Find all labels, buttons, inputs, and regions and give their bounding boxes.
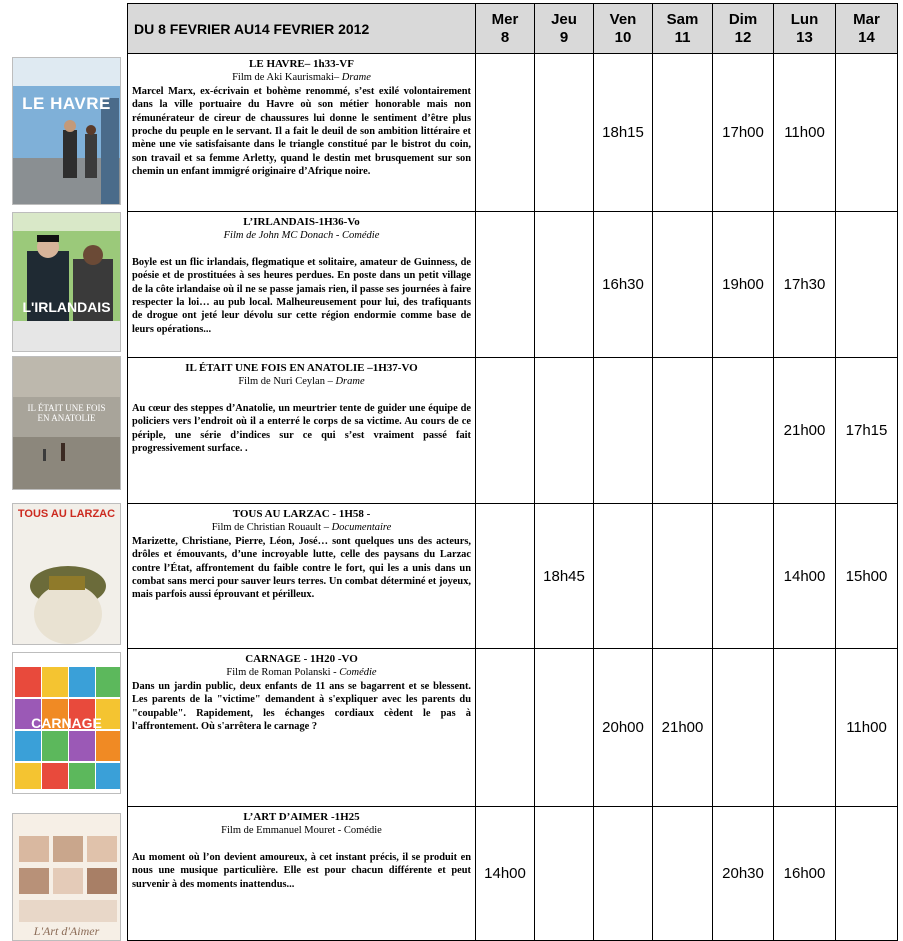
- poster-title: TOUS AU LARZAC: [17, 508, 116, 520]
- poster-carnage: [12, 652, 121, 794]
- day-number: 11: [674, 28, 691, 46]
- showtime-cell: [653, 54, 713, 212]
- film-description: Au moment où l’on devient amoureux, à cet instant précis, il se produit en nous une musique particulière. Elle est pour chacun différente et peut survenir à des moments inattendus...: [132, 851, 471, 890]
- film-credits: [132, 666, 471, 679]
- film-info-le-havre: [128, 54, 476, 212]
- showtime-cell: 11h00: [836, 649, 898, 807]
- film-info-art-daimer: [128, 807, 476, 941]
- showtime-cell: [594, 504, 653, 649]
- showtime-cell: [653, 212, 713, 358]
- film-row: [128, 54, 898, 212]
- showtime-cell: [535, 212, 594, 358]
- showtime-cell: [476, 649, 535, 807]
- film-director: Film de Nuri Ceylan –: [238, 376, 333, 388]
- film-description: Dans un jardin public, deux enfants de 11 ans se bagarrent et se blessent. Les parents de la "victime" demandent à s'expliquer avec les parents du "coupable". Rapidement, les échanges cordiaux cèdent le pas à l'affrontement. Où s'arrêtera le carnage ?: [132, 680, 471, 733]
- poster-le-havre-art: [13, 58, 121, 205]
- day-number: 12: [734, 28, 752, 46]
- film-row: [128, 649, 898, 807]
- header-row: [128, 4, 898, 54]
- showtime-cell: [653, 807, 713, 941]
- film-genre: Documentaire: [331, 522, 392, 534]
- film-title: IL ÉTAIT UNE FOIS EN ANATOLIE –1H37-VO: [185, 362, 418, 374]
- showtime-cell: 14h00: [476, 807, 535, 941]
- poster-title: IL ÉTAIT UNE FOIS EN ANATOLIE: [27, 403, 106, 423]
- day-number: 9: [559, 28, 569, 46]
- film-info-larzac: [128, 504, 476, 649]
- showtime-cell: 17h30: [774, 212, 836, 358]
- film-genre: Drame: [335, 376, 365, 388]
- poster-le-havre: [12, 57, 121, 205]
- showtime-cell: [713, 504, 774, 649]
- poster-title: L'IRLANDAIS: [22, 299, 111, 315]
- day-header-jeu: [535, 4, 594, 54]
- showtime-cell: 20h30: [713, 807, 774, 941]
- showtime-cell: [836, 807, 898, 941]
- showtime-cell: [653, 504, 713, 649]
- showtime-cell: 16h30: [594, 212, 653, 358]
- showtime-cell: 18h15: [594, 54, 653, 212]
- film-title: L’IRLANDAIS-1H36-Vo: [243, 216, 360, 228]
- film-description: Boyle est un flic irlandais, flegmatique et solitaire, amateur de Guinness, de poésie et de prostituées à ses heures perdues. En poste dans un petit village de la côte irlandaise où il ne se passe jamais rien, il passe ses journées à faire respecter la loi… au pub local. Malheureusement pour lui, des trafiquants de drogue ont jeté leur dévolu sur cette région endormie comme base de leurs opérations...: [132, 256, 471, 335]
- showtime-cell: [535, 807, 594, 941]
- poster-anatolie: [12, 356, 121, 490]
- showtime-cell: [836, 54, 898, 212]
- showtime-cell: 20h00: [594, 649, 653, 807]
- showtime-cell: [594, 807, 653, 941]
- poster-art-daimer-art: [13, 814, 121, 941]
- showtime-cell: [713, 358, 774, 504]
- schedule-table: [127, 3, 898, 941]
- day-header-lun: [774, 4, 836, 54]
- spacer: [132, 838, 471, 851]
- showtime-cell: [535, 358, 594, 504]
- showtime-cell: 15h00: [836, 504, 898, 649]
- film-credits: [132, 521, 471, 534]
- day-name: Mar: [853, 10, 880, 28]
- poster-larzac-art: [13, 504, 121, 645]
- film-director: Film de Roman Polanski -: [226, 667, 337, 679]
- spacer: [132, 243, 471, 256]
- showtime-cell: [535, 649, 594, 807]
- poster-title: CARNAGE: [31, 715, 102, 731]
- day-name: Jeu: [551, 10, 577, 28]
- showtime-cell: [476, 358, 535, 504]
- day-header-dim: [713, 4, 774, 54]
- showtime-cell: 17h15: [836, 358, 898, 504]
- day-number: 8: [500, 28, 510, 46]
- poster-title: L'Art d'Aimer: [33, 924, 100, 938]
- film-row: [128, 212, 898, 358]
- showtime-cell: [476, 504, 535, 649]
- film-row: [128, 504, 898, 649]
- day-header-sam: [653, 4, 713, 54]
- showtime-cell: 19h00: [713, 212, 774, 358]
- showtime-cell: 11h00: [774, 54, 836, 212]
- showtime-cell: [594, 358, 653, 504]
- film-credits: [132, 375, 471, 388]
- showtime-cell: [653, 358, 713, 504]
- film-director: Film de Emmanuel Mouret - Comédie: [221, 825, 382, 837]
- day-header-mer: [476, 4, 535, 54]
- film-director: Film de John MC Donach - Comédie: [223, 230, 380, 242]
- film-title: TOUS AU LARZAC - 1H58 -: [232, 508, 371, 520]
- day-name: Sam: [666, 10, 699, 28]
- film-credits: [132, 71, 471, 84]
- poster-art-daimer: [12, 813, 121, 941]
- film-row: [128, 358, 898, 504]
- film-title: L’ART D’AIMER -1H25: [243, 811, 360, 823]
- day-header-mar: [836, 4, 898, 54]
- film-title: CARNAGE - 1H20 -VO: [245, 653, 358, 665]
- film-genre: Drame: [341, 72, 371, 84]
- day-number: 10: [614, 28, 632, 46]
- day-name: Mer: [491, 10, 519, 28]
- film-info-irlandais: [128, 212, 476, 358]
- showtime-cell: 14h00: [774, 504, 836, 649]
- showtime-cell: 21h00: [653, 649, 713, 807]
- poster-larzac: [12, 503, 121, 645]
- showtime-cell: [476, 212, 535, 358]
- showtime-cell: 18h45: [535, 504, 594, 649]
- day-name: Ven: [609, 10, 637, 28]
- film-info-carnage: [128, 649, 476, 807]
- film-director: Film de Aki Kaurismaki–: [232, 72, 340, 84]
- day-number: 14: [858, 28, 875, 46]
- day-number: 13: [796, 28, 813, 46]
- day-name: Dim: [728, 10, 758, 28]
- film-title: LE HAVRE– 1h33-VF: [249, 58, 354, 70]
- poster-irlandais: [12, 212, 121, 352]
- day-name: Lun: [790, 10, 819, 28]
- spacer: [132, 389, 471, 402]
- poster-title: LE HAVRE: [22, 94, 111, 113]
- film-description: Au cœur des steppes d’Anatolie, un meurtrier tente de guider une équipe de policiers vers l’endroit où il a enterré le corps de sa victime. Au cours de ce périple, une série d’indices sur ce qui s’est vraiment passé fait progressivement surface. .: [132, 402, 471, 455]
- day-header-ven: [594, 4, 653, 54]
- poster-anatolie-art: [13, 357, 121, 490]
- film-description: Marizette, Christiane, Pierre, Léon, José… sont quelques uns des acteurs, drôles et émouvants, d’une incroyable lutte, celle des paysans du Larzac contre l’État, affrontement du faible contre le fort, qui les a unis dans un combat sans merci pour sauver leurs terres. Un combat déterminé et joyeux, mais parfois aussi éprouvant et périlleux.: [132, 535, 471, 601]
- showtime-cell: [476, 54, 535, 212]
- showtime-cell: 17h00: [713, 54, 774, 212]
- period-header: DU 8 FEVRIER AU14 FEVRIER 2012: [128, 4, 476, 54]
- film-info-anatolie: [128, 358, 476, 504]
- film-director: Film de Christian Rouault –: [211, 522, 329, 534]
- film-row: [128, 807, 898, 941]
- film-genre: Comédie: [339, 667, 377, 679]
- film-description: Marcel Marx, ex-écrivain et bohème renommé, s’est exilé volontairement dans la ville portuaire du Havre où son métier honorable mais non rémunérateur de cireur de chaussures lui donne le sentiment d’être plus proche du peuple en le servant. Il a fait le deuil de son ambition littéraire et mène une vie satisfaisante dans le triangle constitué par le bistrot du coin, son travail et sa femme Arletty, quand le destin met brusquement sur son chemin un enfant immigré originaire d’Afrique noire.: [132, 85, 471, 178]
- showtime-cell: 21h00: [774, 358, 836, 504]
- showtime-cell: [535, 54, 594, 212]
- showtime-cell: 16h00: [774, 807, 836, 941]
- poster-irlandais-art: [13, 213, 121, 352]
- showtime-cell: [713, 649, 774, 807]
- showtime-cell: [836, 212, 898, 358]
- showtime-cell: [774, 649, 836, 807]
